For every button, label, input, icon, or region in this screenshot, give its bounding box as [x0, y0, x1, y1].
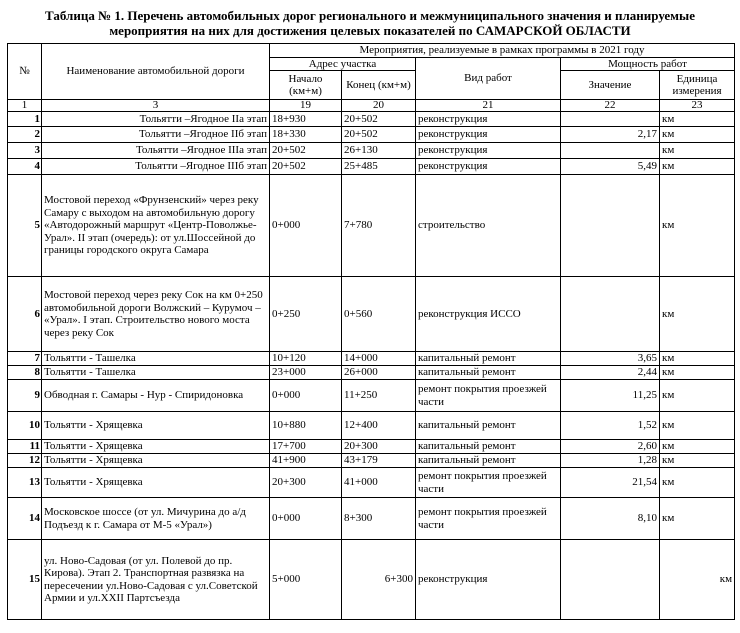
end-km: 20+502 [342, 112, 416, 127]
end-km: 12+400 [342, 412, 416, 440]
road-name: ул. Ново-Садовая (от ул. Полевой до пр. Кирова). Этап 2. Транспортная развязка на пересечении ул.Ново-Садовая с ул.Советской Армии и ул.XXII Партсъезда [42, 540, 270, 620]
table-row [8, 540, 735, 620]
work-type: реконструкция [416, 112, 561, 127]
capacity-value: 1,52 [561, 412, 660, 440]
capacity-unit: км [660, 366, 735, 380]
start-km: 20+300 [270, 468, 342, 498]
table-row [8, 175, 735, 277]
row-number: 12 [8, 454, 42, 468]
capacity-unit: км [660, 352, 735, 366]
start-km: 10+880 [270, 412, 342, 440]
capacity-value [561, 112, 660, 127]
table-row [8, 468, 735, 498]
work-type: реконструкция [416, 143, 561, 159]
row-number: 6 [8, 277, 42, 352]
table-row [8, 352, 735, 366]
start-km: 0+000 [270, 380, 342, 412]
capacity-value [561, 277, 660, 352]
column-number: 22 [561, 100, 660, 112]
work-type: реконструкция [416, 127, 561, 143]
start-km: 0+250 [270, 277, 342, 352]
capacity-unit: км [660, 454, 735, 468]
end-km: 20+300 [342, 440, 416, 454]
road-name: Тольятти - Ташелка [42, 366, 270, 380]
road-name: Тольятти - Хрящевка [42, 454, 270, 468]
work-type: ремонт покрытия проезжей части [416, 468, 561, 498]
start-km: 5+000 [270, 540, 342, 620]
start-km: 0+000 [270, 175, 342, 277]
capacity-value: 2,60 [561, 440, 660, 454]
table-row [8, 454, 735, 468]
road-name: Тольятти - Хрящевка [42, 412, 270, 440]
row-number: 7 [8, 352, 42, 366]
work-type: капитальный ремонт [416, 412, 561, 440]
row-number: 8 [8, 366, 42, 380]
road-name: Тольятти –Ягодное IIIб этап [42, 159, 270, 175]
table-row [8, 112, 735, 127]
column-number: 23 [660, 100, 735, 112]
road-name: Тольятти –Ягодное IIIа этап [42, 143, 270, 159]
column-numbers-row [8, 100, 735, 112]
capacity-value: 2,44 [561, 366, 660, 380]
start-km: 18+930 [270, 112, 342, 127]
header-value: Значение [561, 71, 660, 100]
work-type: капитальный ремонт [416, 454, 561, 468]
start-km: 18+330 [270, 127, 342, 143]
header-measures: Мероприятия, реализуемые в рамках программы в 2021 году [270, 44, 735, 58]
column-number: 1 [8, 100, 42, 112]
end-km: 14+000 [342, 352, 416, 366]
end-km: 41+000 [342, 468, 416, 498]
capacity-unit: км [660, 440, 735, 454]
header-address: Адрес участка [270, 57, 416, 71]
capacity-value: 21,54 [561, 468, 660, 498]
capacity-value: 2,17 [561, 127, 660, 143]
row-number: 5 [8, 175, 42, 277]
table-row [8, 127, 735, 143]
capacity-unit: км [660, 112, 735, 127]
capacity-value [561, 540, 660, 620]
work-type: капитальный ремонт [416, 440, 561, 454]
road-name: Тольятти - Хрящевка [42, 468, 270, 498]
row-number: 10 [8, 412, 42, 440]
capacity-unit: км [660, 143, 735, 159]
start-km: 0+000 [270, 498, 342, 540]
header-unit: Единица измерения [660, 71, 735, 100]
road-name: Мостовой переход «Фрунзенский» через реку Самару с выходом на автомобильную дорогу «Автодорожный маршрут «Центр-Поволжье-Урал». II этап (очередь): от ул.Шоссейной до границы городского округа Самара [42, 175, 270, 277]
row-number: 2 [8, 127, 42, 143]
row-number: 3 [8, 143, 42, 159]
table-row [8, 498, 735, 540]
capacity-unit: км [660, 498, 735, 540]
column-number: 19 [270, 100, 342, 112]
row-number: 1 [8, 112, 42, 127]
start-km: 10+120 [270, 352, 342, 366]
capacity-unit: км [660, 412, 735, 440]
road-name: Обводная г. Самары - Нур - Спиридоновка [42, 380, 270, 412]
end-km: 7+780 [342, 175, 416, 277]
road-name: Мостовой переход через реку Сок на км 0+250 автомобильной дороги Волжский – Курумоч – «Урал». I этап. Строительство нового моста через реку Сок [42, 277, 270, 352]
work-type: строительство [416, 175, 561, 277]
table-row [8, 159, 735, 175]
work-type: реконструкция ИССО [416, 277, 561, 352]
row-number: 15 [8, 540, 42, 620]
end-km: 26+130 [342, 143, 416, 159]
table-row [8, 380, 735, 412]
end-km: 11+250 [342, 380, 416, 412]
end-km: 25+485 [342, 159, 416, 175]
table-row [8, 143, 735, 159]
end-km: 8+300 [342, 498, 416, 540]
header-work-type: Вид работ [416, 57, 561, 100]
row-number: 14 [8, 498, 42, 540]
capacity-unit: км [660, 380, 735, 412]
road-name: Тольятти - Ташелка [42, 352, 270, 366]
capacity-unit: км [660, 175, 735, 277]
end-km: 20+502 [342, 127, 416, 143]
start-km: 17+700 [270, 440, 342, 454]
end-km: 43+179 [342, 454, 416, 468]
row-number: 4 [8, 159, 42, 175]
title-line-1: Таблица № 1. Перечень автомобильных дорог регионального и межмуниципального значения и планируемые [45, 8, 695, 23]
capacity-value: 11,25 [561, 380, 660, 412]
start-km: 23+000 [270, 366, 342, 380]
road-name: Московское шоссе (от ул. Мичурина до а/д Подъезд к г. Самара от М-5 «Урал») [42, 498, 270, 540]
header-end: Конец (км+м) [342, 71, 416, 100]
work-type: реконструкция [416, 540, 561, 620]
roads-table [7, 43, 735, 620]
header-start: Начало (км+м) [270, 71, 342, 100]
column-number: 3 [42, 100, 270, 112]
end-km: 26+000 [342, 366, 416, 380]
capacity-value [561, 143, 660, 159]
table-row [8, 366, 735, 380]
row-number: 13 [8, 468, 42, 498]
end-km: 6+300 [342, 540, 416, 620]
end-km: 0+560 [342, 277, 416, 352]
capacity-unit: км [660, 540, 735, 620]
title-line-2: мероприятия на них для достижения целевых показателей по САМАРСКОЙ ОБЛАСТИ [109, 23, 631, 38]
header-num: № [8, 44, 42, 100]
start-km: 41+900 [270, 454, 342, 468]
table-row [8, 277, 735, 352]
capacity-value: 5,49 [561, 159, 660, 175]
work-type: ремонт покрытия проезжей части [416, 380, 561, 412]
capacity-unit: км [660, 159, 735, 175]
road-name: Тольятти –Ягодное IIб этап [42, 127, 270, 143]
header-road-name: Наименование автомобильной дороги [42, 44, 270, 100]
table-title [0, 8, 740, 38]
capacity-value: 3,65 [561, 352, 660, 366]
table-row [8, 440, 735, 454]
work-type: ремонт покрытия проезжей части [416, 498, 561, 540]
capacity-value: 1,28 [561, 454, 660, 468]
header-capacity: Мощность работ [561, 57, 735, 71]
row-number: 9 [8, 380, 42, 412]
start-km: 20+502 [270, 143, 342, 159]
column-number: 20 [342, 100, 416, 112]
work-type: реконструкция [416, 159, 561, 175]
row-number: 11 [8, 440, 42, 454]
capacity-unit: км [660, 277, 735, 352]
capacity-value [561, 175, 660, 277]
capacity-value: 8,10 [561, 498, 660, 540]
column-number: 21 [416, 100, 561, 112]
road-name: Тольятти –Ягодное IIа этап [42, 112, 270, 127]
work-type: капитальный ремонт [416, 366, 561, 380]
table-row [8, 412, 735, 440]
capacity-unit: км [660, 468, 735, 498]
work-type: капитальный ремонт [416, 352, 561, 366]
road-name: Тольятти - Хрящевка [42, 440, 270, 454]
start-km: 20+502 [270, 159, 342, 175]
capacity-unit: км [660, 127, 735, 143]
